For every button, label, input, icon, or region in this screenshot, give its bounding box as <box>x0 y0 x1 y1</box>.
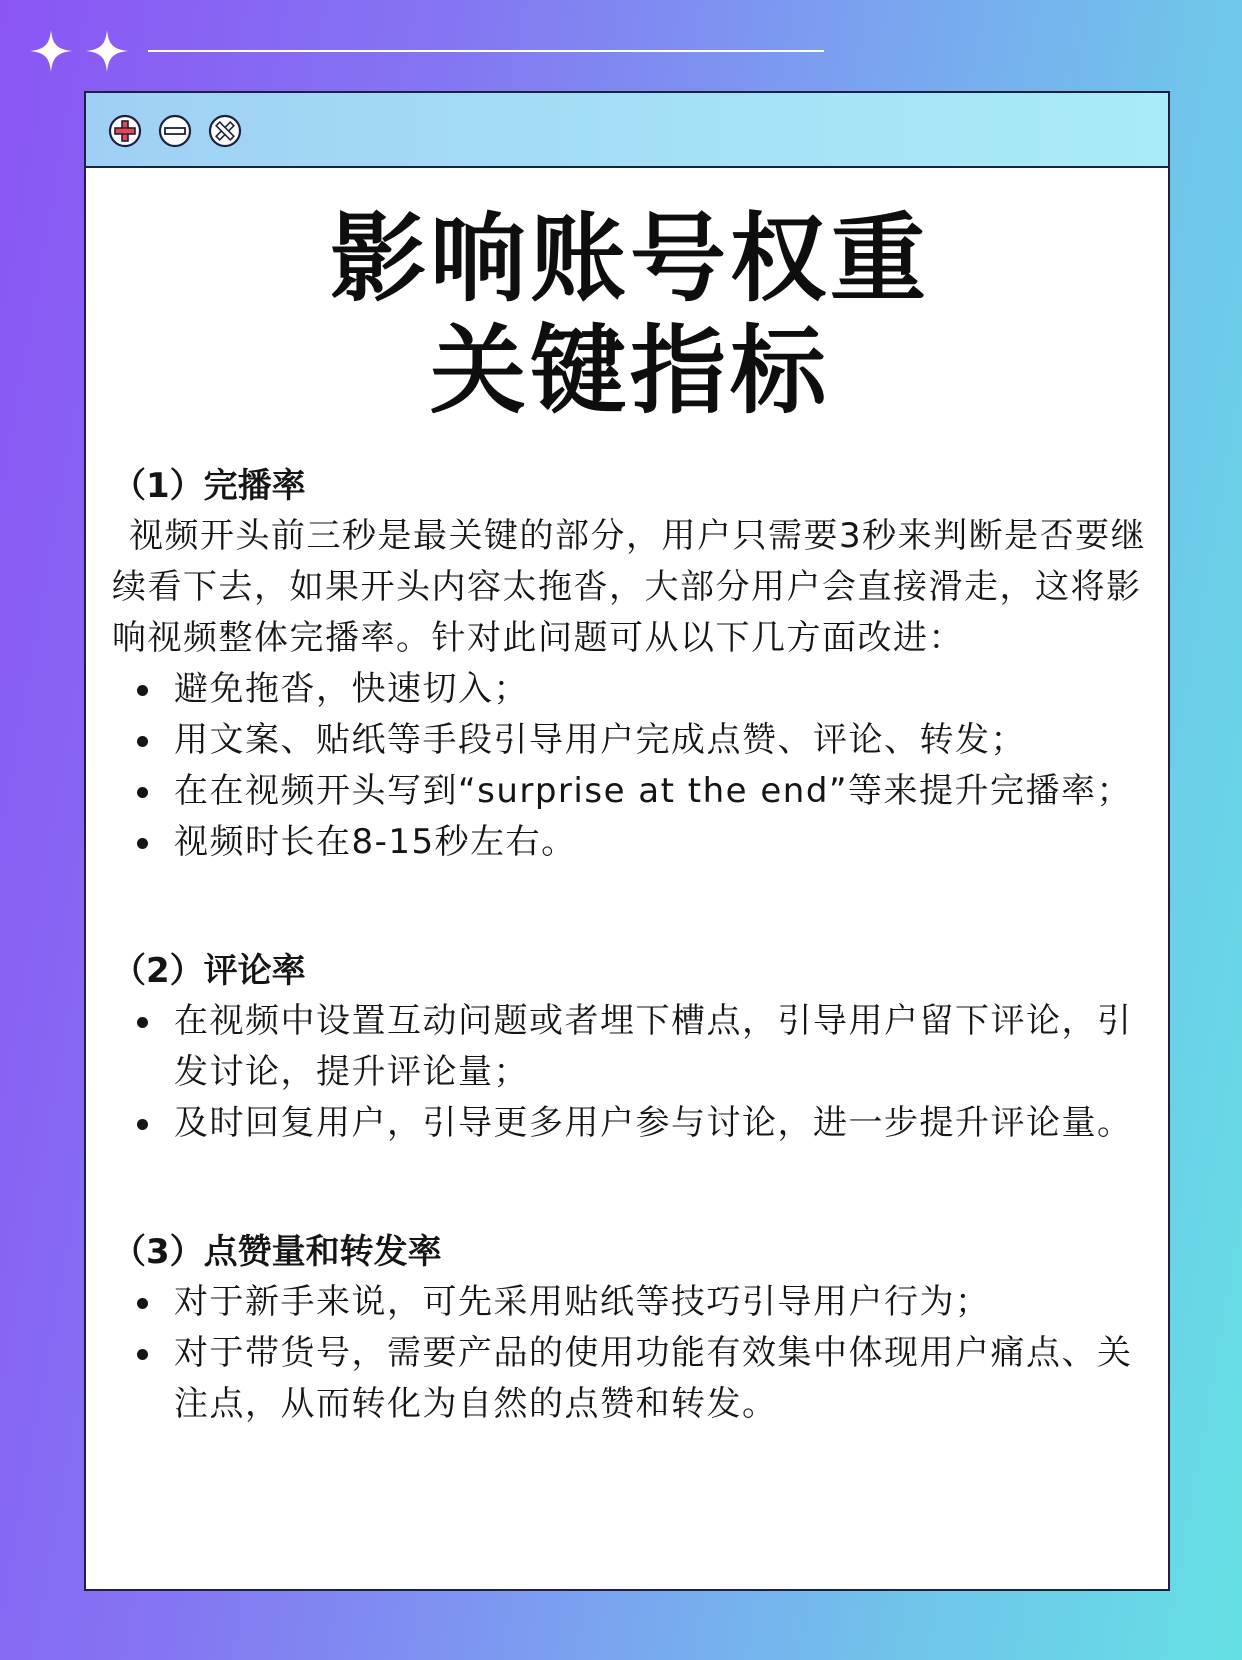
section-heading: （1）完播率 <box>112 466 306 506</box>
sparkle-icon <box>86 30 128 72</box>
list-item: 及时回复用户，引导更多用户参与讨论，进一步提升评论量。 <box>112 1098 1148 1149</box>
bullet-list <box>112 1277 1148 1430</box>
window-titlebar <box>86 93 1168 168</box>
bullet-list <box>112 664 1148 868</box>
section-heading: （3）点赞量和转发率 <box>112 1232 442 1272</box>
title-line-1: 影响账号权重 <box>330 203 930 315</box>
list-item: 避免拖沓，快速切入； <box>112 664 1148 715</box>
list-item: 在视频中设置互动问题或者埋下槽点，引导用户留下评论，引发讨论，提升评论量； <box>112 996 1148 1098</box>
close-circle-icon[interactable] <box>208 114 242 148</box>
sparkle-icon <box>30 30 72 72</box>
list-item: 对于带货号，需要产品的使用功能有效集中体现用户痛点、关注点，从而转化为自然的点赞和转发。 <box>112 1328 1148 1430</box>
list-item: 在在视频开头写到“surprise at the end”等来提升完播率； <box>112 766 1148 817</box>
page-title <box>112 203 1148 427</box>
article-content <box>112 203 1148 1430</box>
plus-circle-icon[interactable] <box>108 114 142 148</box>
section-completion-rate <box>112 461 1148 868</box>
list-item: 对于新手来说，可先采用贴纸等技巧引导用户行为； <box>112 1277 1148 1328</box>
section-likes-shares <box>112 1227 1148 1430</box>
bullet-list <box>112 996 1148 1149</box>
minus-circle-icon[interactable] <box>158 114 192 148</box>
section-paragraph: 视频开头前三秒是最关键的部分，用户只需要3秒来判断是否要继续看下去，如果开头内容太拖沓，大部分用户会直接滑走，这将影响视频整体完播率。针对此问题可从以下几方面改进： <box>112 516 1147 658</box>
title-line-2: 关键指标 <box>430 315 830 427</box>
decorative-line <box>148 50 824 52</box>
list-item: 视频时长在8-15秒左右。 <box>112 817 1148 868</box>
list-item: 用文案、贴纸等手段引导用户完成点赞、评论、转发； <box>112 715 1148 766</box>
window <box>84 91 1170 1591</box>
section-comment-rate <box>112 946 1148 1149</box>
section-heading: （2）评论率 <box>112 951 306 991</box>
